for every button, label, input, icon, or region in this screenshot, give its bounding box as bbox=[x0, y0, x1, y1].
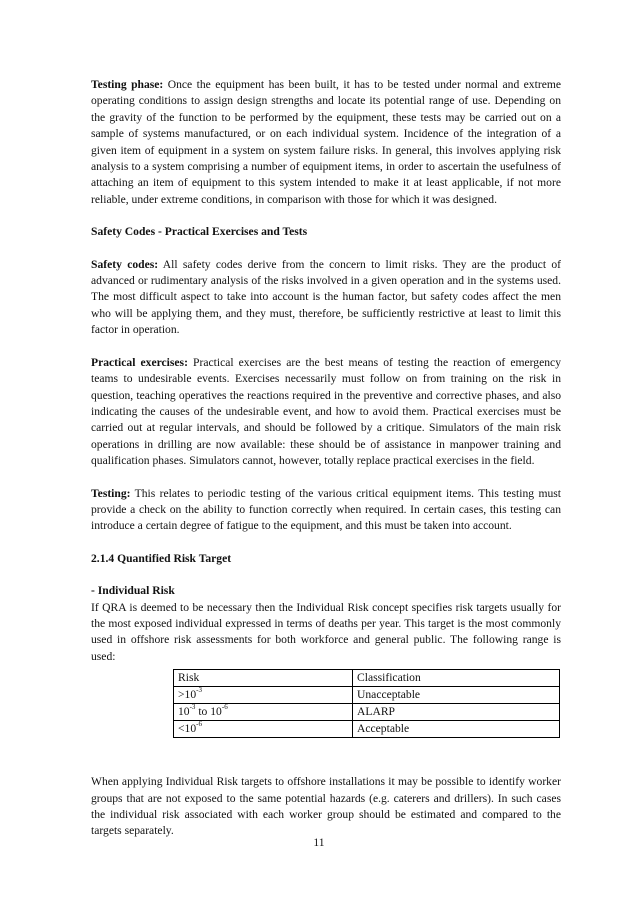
practical-exercises-paragraph bbox=[91, 355, 561, 470]
risk-cell: $10^{-3}$ to $10^{-6}$ bbox=[174, 704, 353, 721]
table-row bbox=[174, 704, 560, 721]
safety-codes-paragraph bbox=[91, 257, 561, 339]
page-number: 11 bbox=[313, 836, 325, 849]
risk-table-header bbox=[174, 670, 560, 687]
classification-cell: ALARP bbox=[353, 704, 560, 721]
individual-risk-paragraph: If QRA is deemed to be necessary then the Individual Risk concept specifies risk targets usually for the most exposed individual expressed in terms of deaths per year. This target is the most commonly used in offshore risk assessments for both workforce and general public. The following range is used: bbox=[91, 600, 561, 663]
testing-phase-label: Testing phase: bbox=[91, 78, 164, 91]
risk-cell: $>10^{-3}$ bbox=[174, 687, 353, 704]
practical-exercises-text: Practical exercises are the best means of testing the reaction of emergency teams to undesirable events. Exercises necessarily must follow on from training on the risk in question, teaching operatives the reactions required in the preventive and corrective phases, and also indicating the causes of the undesirable event, and how to avoid them. Practical exercises must be carried out at regular intervals, and should be followed by a critique. Simulators of the main risk operations in drilling are now available: these should be of assistance in manpower training and qualification phases. Simulators cannot, however, totally replace practical exercises in the field. bbox=[91, 355, 561, 468]
classification-cell: Unacceptable bbox=[353, 687, 560, 704]
individual-risk-heading: - Individual Risk bbox=[91, 584, 175, 598]
testing-phase-text: Once the equipment has been built, it has to be tested under normal and extreme operating conditions to assign design strengths and locate its potential range of use. Depending on the gravity of the function to be performed by the equipment, these tests may be carried out on a sample of systems manufactured, or on each individual system. Incidence of the integration of a given item of equipment in a system on system failure risks. In general, this involves applying risk analysis to a system comprising a number of equipment items, in order to ascertain the usefulness of attaching an item of equipment to this system intended to make it at least applicable, if not more reliable, under extreme conditions, in comparison with those for which it was designed. bbox=[91, 78, 561, 206]
classification-cell: Acceptable bbox=[353, 721, 560, 738]
safety-codes-text: All safety codes derive from the concern to limit risks. They are the product of advanced or rudimentary analysis of the risks involved in a given operation and in the systems used. The most difficult aspect to take into account is the human factor, but safety codes affect the men who will be applying them, and they must, therefore, be sufficiently restrictive at least to limit this factor in operation. bbox=[91, 257, 561, 337]
testing-label: Testing: bbox=[91, 486, 131, 500]
table-row bbox=[174, 687, 560, 704]
risk-header-cell: Risk bbox=[174, 670, 353, 687]
document-page bbox=[91, 77, 561, 840]
safety-codes-label: Safety codes: bbox=[91, 257, 159, 271]
subsection-heading: 2.1.4 Quantified Risk Target bbox=[91, 551, 232, 565]
section-heading: Safety Codes - Practical Exercises and Tests bbox=[91, 225, 308, 239]
practical-exercises-label: Practical exercises: bbox=[91, 355, 188, 369]
classification-header-cell: Classification bbox=[353, 670, 560, 687]
table-row bbox=[174, 721, 560, 738]
testing-text: This relates to periodic testing of the various critical equipment items. This testing must provide a check on the ability to function correctly when required. In certain cases, this testing can introduce a certain degree of fatigue to the equipment, and this must be taken into account. bbox=[91, 486, 561, 533]
testing-paragraph bbox=[91, 486, 561, 535]
risk-cell: $<10^{-6}$ bbox=[174, 721, 353, 738]
risk-table bbox=[173, 669, 560, 738]
closing-paragraph: When applying Individual Risk targets to offshore installations it may be possible to identify worker groups that are not exposed to the same potential hazards (e.g. caterers and drillers). In such cases the individual risk associated with each worker group should be estimated and compared to the targets separately. bbox=[91, 775, 561, 838]
testing-phase-paragraph bbox=[91, 77, 561, 208]
